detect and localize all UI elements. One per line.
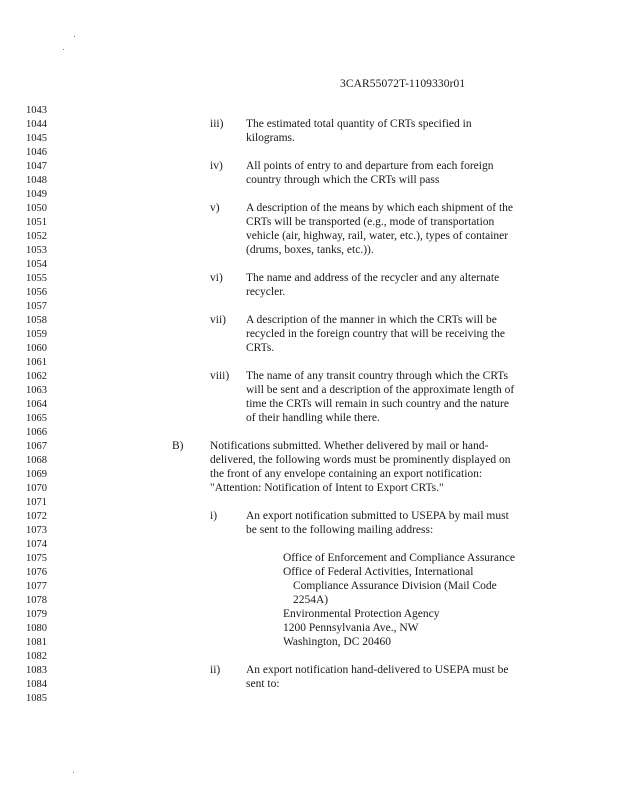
line-number: 1048 bbox=[26, 175, 47, 186]
section-text-line: the front of any envelope containing an export notification: bbox=[210, 468, 483, 480]
item-text-line: be sent to the following mailing address: bbox=[246, 524, 434, 536]
line-number: 1052 bbox=[26, 231, 47, 242]
line-number: 1061 bbox=[26, 357, 47, 368]
line-number: 1049 bbox=[26, 189, 47, 200]
line-number: 1071 bbox=[26, 497, 47, 508]
item-text-line: kilograms. bbox=[246, 132, 295, 144]
line-number: 1074 bbox=[26, 539, 47, 550]
item-marker: ii) bbox=[210, 664, 221, 676]
line-number: 1078 bbox=[26, 595, 47, 606]
item-text-line: recycler. bbox=[246, 286, 286, 298]
item-marker: v) bbox=[210, 202, 220, 214]
line-number: 1084 bbox=[26, 679, 47, 690]
line-number: 1064 bbox=[26, 399, 47, 410]
line-number: 1043 bbox=[26, 105, 47, 116]
item-marker: i) bbox=[210, 510, 218, 522]
line-number: 1069 bbox=[26, 469, 47, 480]
section-marker: B) bbox=[172, 440, 184, 452]
item-text-line: country through which the CRTs will pass bbox=[246, 174, 440, 186]
address-line: 2254A) bbox=[293, 594, 329, 606]
item-marker: iii) bbox=[210, 118, 224, 130]
section-text-line: delivered, the following words must be prominently displayed on bbox=[210, 454, 511, 466]
item-marker: viii) bbox=[210, 370, 230, 382]
address-line: Office of Federal Activities, International bbox=[283, 566, 474, 578]
line-number: 1082 bbox=[26, 651, 47, 662]
address-line: 1200 Pennsylvania Ave., NW bbox=[283, 622, 419, 634]
line-number: 1081 bbox=[26, 637, 47, 648]
line-number: 1062 bbox=[26, 371, 47, 382]
item-text-line: An export notification submitted to USEPA by mail must bbox=[246, 510, 509, 522]
line-number: 1046 bbox=[26, 147, 47, 158]
line-number: 1075 bbox=[26, 553, 47, 564]
line-number: 1058 bbox=[26, 315, 47, 326]
line-number: 1068 bbox=[26, 455, 47, 466]
line-number: 1067 bbox=[26, 441, 47, 452]
item-text-line: CRTs will be transported (e.g., mode of transportation bbox=[246, 216, 495, 228]
line-number: 1085 bbox=[26, 693, 47, 704]
line-number: 1076 bbox=[26, 567, 47, 578]
item-text-line: The name of any transit country through which the CRTs bbox=[246, 370, 508, 382]
line-number: 1060 bbox=[26, 343, 47, 354]
line-number: 1066 bbox=[26, 427, 47, 438]
item-text-line: A description of the means by which each shipment of the bbox=[246, 202, 513, 214]
line-number: 1059 bbox=[26, 329, 47, 340]
scan-speck bbox=[63, 49, 64, 50]
item-text-line: An export notification hand-delivered to USEPA must be bbox=[246, 664, 509, 676]
item-text-line: CRTs. bbox=[246, 342, 275, 354]
line-number: 1079 bbox=[26, 609, 47, 620]
line-number: 1051 bbox=[26, 217, 47, 228]
item-text-line: All points of entry to and departure from each foreign bbox=[246, 160, 494, 172]
line-number: 1063 bbox=[26, 385, 47, 396]
address-line: Washington, DC 20460 bbox=[283, 636, 392, 648]
item-text-line: (drums, boxes, tanks, etc.)). bbox=[246, 244, 374, 256]
line-number: 1072 bbox=[26, 511, 47, 522]
item-text-line: vehicle (air, highway, rail, water, etc.), types of container bbox=[246, 230, 509, 242]
item-text-line: The estimated total quantity of CRTs specified in bbox=[246, 118, 472, 130]
item-text-line: will be sent and a description of the approximate length of bbox=[246, 384, 515, 396]
line-number: 1056 bbox=[26, 287, 47, 298]
line-number: 1065 bbox=[26, 413, 47, 424]
item-marker: vii) bbox=[210, 314, 226, 326]
item-text-line: sent to: bbox=[246, 678, 280, 690]
line-number: 1070 bbox=[26, 483, 47, 494]
document-id-header: 3CAR55072T-1109330r01 bbox=[340, 78, 466, 90]
line-number: 1045 bbox=[26, 133, 47, 144]
item-text-line: of their handling while there. bbox=[246, 412, 380, 424]
item-marker: iv) bbox=[210, 160, 223, 172]
line-number: 1057 bbox=[26, 301, 47, 312]
line-number: 1053 bbox=[26, 245, 47, 256]
section-text-line: Notifications submitted. Whether delivered by mail or hand- bbox=[210, 440, 489, 452]
line-number: 1050 bbox=[26, 203, 47, 214]
line-number: 1047 bbox=[26, 161, 47, 172]
line-number: 1080 bbox=[26, 623, 47, 634]
item-text-line: The name and address of the recycler and any alternate bbox=[246, 272, 500, 284]
line-number: 1077 bbox=[26, 581, 47, 592]
section-text-line: "Attention: Notification of Intent to Export CRTs." bbox=[210, 482, 444, 494]
line-number: 1054 bbox=[26, 259, 47, 270]
item-text-line: recycled in the foreign country that will be receiving the bbox=[246, 328, 505, 340]
line-number: 1055 bbox=[26, 273, 47, 284]
item-text-line: time the CRTs will remain in such country and the nature bbox=[246, 398, 509, 410]
item-marker: vi) bbox=[210, 272, 223, 284]
address-line: Environmental Protection Agency bbox=[283, 608, 440, 620]
address-line: Compliance Assurance Division (Mail Code bbox=[293, 580, 497, 592]
scan-speck bbox=[74, 36, 75, 37]
address-line: Office of Enforcement and Compliance Assurance bbox=[283, 552, 515, 564]
line-number: 1083 bbox=[26, 665, 47, 676]
line-number: 1073 bbox=[26, 525, 47, 536]
line-number: 1044 bbox=[26, 119, 47, 130]
scan-speck bbox=[73, 772, 74, 773]
item-text-line: A description of the manner in which the CRTs will be bbox=[246, 314, 497, 326]
